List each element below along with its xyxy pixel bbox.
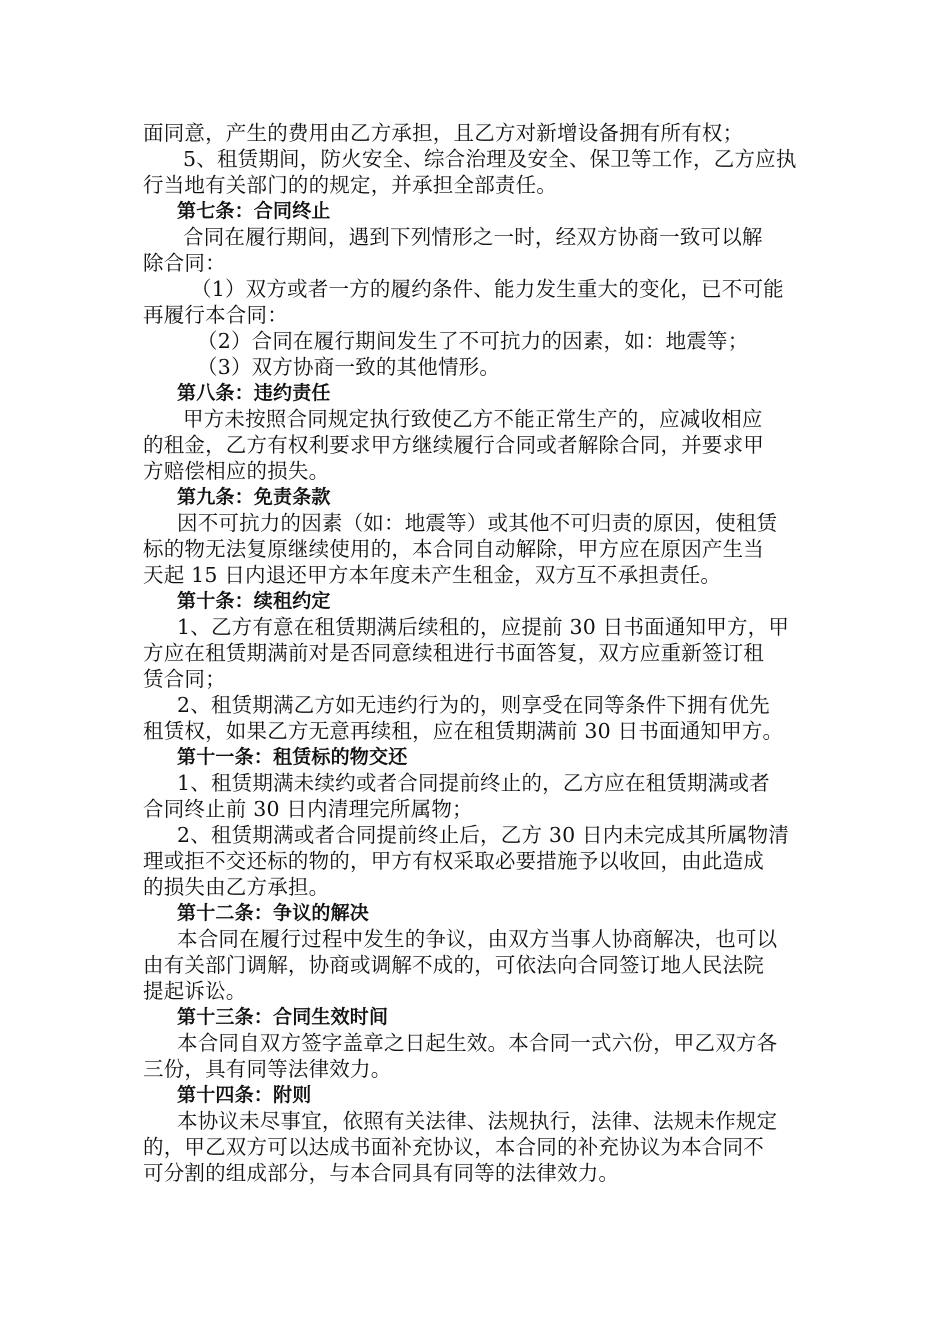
text-line: 再履行本合同： [143, 303, 288, 327]
text-line: 5、租赁期间，防火安全、综合治理及安全、保卫等工作，乙方应执 [183, 147, 797, 171]
text-line: 方赔偿相应的损失。 [143, 459, 330, 483]
section-heading: 第十条：续租约定 [177, 590, 331, 612]
text-line: 1、乙方有意在租赁期满后续租的，应提前 30 日书面通知甲方，甲 [177, 615, 790, 639]
section-heading: 第十四条：附则 [177, 1084, 312, 1106]
section-heading: 第十一条：租赁标的物交还 [177, 746, 408, 768]
text-line: 因不可抗力的因素（如：地震等）或其他不可归责的原因，使租赁 [177, 511, 778, 535]
text-line: （3）双方协商一致的其他情形。 [197, 355, 501, 379]
text-line: 可分割的组成部分，与本合同具有同等的法律效力。 [143, 1161, 620, 1185]
text-line: 方应在租赁期满前对是否同意续租进行书面答复，双方应重新签订租 [143, 641, 764, 665]
text-line: 的租金，乙方有权利要求甲方继续履行合同或者解除合同，并要求甲 [143, 433, 764, 457]
text-line: 合同在履行期间，遇到下列情形之一时，经双方协商一致可以解 [183, 225, 763, 249]
text-line: 面同意，产生的费用由乙方承担，且乙方对新增设备拥有所有权； [143, 121, 744, 145]
text-line: 理或拒不交还标的物的，甲方有权采取必要措施予以收回，由此造成 [143, 849, 764, 873]
text-line: 提起诉讼。 [143, 979, 247, 1003]
text-line: 的损失由乙方承担。 [143, 875, 330, 899]
text-line: 甲方未按照合同规定执行致使乙方不能正常生产的，应减收相应 [183, 407, 763, 431]
section-heading: 第八条：违约责任 [177, 382, 331, 404]
text-line: 由有关部门调解，协商或调解不成的，可依法向合同签订地人民法院 [143, 953, 764, 977]
text-line: 标的物无法复原继续使用的，本合同自动解除，甲方应在原因产生当 [143, 537, 764, 561]
text-line: 合同终止前 30 日内清理完所属物； [143, 797, 473, 821]
section-heading: 第十二条：争议的解决 [177, 902, 370, 924]
text-line: 三份，具有同等法律效力。 [143, 1057, 392, 1081]
text-line: 本协议未尽事宜，依照有关法律、法规执行，法律、法规未作规定 [177, 1109, 778, 1133]
text-line: 的，甲乙双方可以达成书面补充协议，本合同的补充协议为本合同不 [143, 1135, 764, 1159]
text-line: 赁合同； [143, 667, 226, 691]
section-heading: 第十三条：合同生效时间 [177, 1006, 389, 1028]
text-line: 本合同在履行过程中发生的争议，由双方当事人协商解决，也可以 [177, 927, 778, 951]
text-line: 1、租赁期满未续约或者合同提前终止的，乙方应在租赁期满或者 [177, 771, 770, 795]
text-line: 行当地有关部门的的规定，并承担全部责任。 [143, 173, 557, 197]
text-line: （2）合同在履行期间发生了不可抗力的因素，如：地震等； [197, 329, 749, 353]
text-line: 除合同： [143, 251, 226, 275]
section-heading: 第九条：免责条款 [177, 486, 331, 508]
text-line: 2、租赁期满乙方如无违约行为的，则享受在同等条件下拥有优先 [177, 693, 770, 717]
text-line: 天起 15 日内退还甲方本年度未产生租金，双方互不承担责任。 [143, 563, 722, 587]
text-line: （1）双方或者一方的履约条件、能力发生重大的变化，已不可能 [191, 277, 784, 301]
text-line: 租赁权，如果乙方无意再续租，应在租赁期满前 30 日书面通知甲方。 [143, 719, 784, 743]
section-heading: 第七条：合同终止 [177, 200, 331, 222]
text-line: 2、租赁期满或者合同提前终止后，乙方 30 日内未完成其所属物清 [177, 823, 790, 847]
contract-text [143, 120, 810, 1186]
text-line: 本合同自双方签字盖章之日起生效。本合同一式六份，甲乙双方各 [177, 1031, 778, 1055]
